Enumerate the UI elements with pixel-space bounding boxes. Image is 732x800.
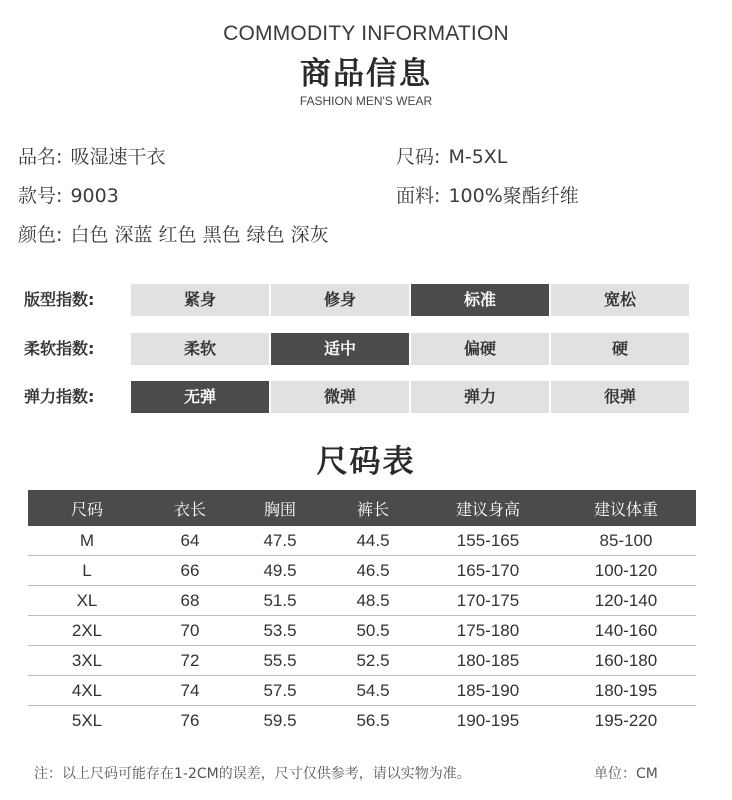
- table-cell: 120-140: [556, 586, 696, 616]
- info-fabric: [396, 181, 579, 208]
- table-row: [28, 616, 696, 646]
- fit-option: 修身: [271, 284, 409, 316]
- elasticity-option: 弹力: [411, 381, 549, 413]
- table-row: [28, 556, 696, 586]
- table-cell: 64: [146, 526, 234, 556]
- table-cell: 180-195: [556, 676, 696, 706]
- info-name: [18, 142, 165, 169]
- header-title-cn: 商品信息: [300, 56, 432, 92]
- elasticity-option: 微弹: [271, 381, 409, 413]
- softness-option: 适中: [271, 333, 409, 365]
- table-row: [28, 706, 696, 736]
- table-cell: 46.5: [326, 556, 420, 586]
- elasticity-option: 无弹: [131, 381, 269, 413]
- table-cell: 70: [146, 616, 234, 646]
- table-cell: 160-180: [556, 646, 696, 676]
- table-cell: 4XL: [28, 676, 146, 706]
- table-row: [28, 526, 696, 556]
- table-cell: XL: [28, 586, 146, 616]
- info-colors: [18, 220, 329, 247]
- table-cell: 100-120: [556, 556, 696, 586]
- table-cell: 3XL: [28, 646, 146, 676]
- table-cell: 155-165: [420, 526, 556, 556]
- column-header: 建议体重: [556, 490, 696, 526]
- table-cell: 170-175: [420, 586, 556, 616]
- footer-unit: 单位：CM: [594, 766, 658, 782]
- fit-index-label: 版型指数:: [24, 290, 95, 309]
- info-style-no: [18, 181, 119, 208]
- size-table-header: [28, 490, 696, 526]
- table-row: [28, 586, 696, 616]
- elasticity-option: 很弹: [551, 381, 689, 413]
- footer-note: 注：以上尺码可能存在1-2CM的误差，尺寸仅供参考，请以实物为准。: [34, 766, 471, 782]
- header-title-en: COMMODITY INFORMATION: [223, 22, 509, 45]
- table-cell: 72: [146, 646, 234, 676]
- table-cell: L: [28, 556, 146, 586]
- table-cell: 59.5: [263, 710, 297, 730]
- table-row: [28, 646, 696, 676]
- table-cell: 44.5: [326, 526, 420, 556]
- table-cell: 66: [146, 556, 234, 586]
- info-size-label: 尺码:: [396, 146, 441, 168]
- info-colors-label: 颜色:: [18, 224, 63, 246]
- info-name-label: 品名:: [18, 146, 63, 168]
- softness-option: 柔软: [131, 333, 269, 365]
- table-cell: 53.5: [234, 616, 326, 646]
- table-cell: 175-180: [420, 616, 556, 646]
- fit-option: 紧身: [131, 284, 269, 316]
- info-fabric-label: 面料:: [396, 185, 441, 207]
- table-cell: 49.5: [234, 556, 326, 586]
- info-fabric-value: 100%聚酯纤维: [448, 185, 579, 207]
- table-cell: 195-220: [594, 710, 658, 730]
- fit-option: 宽松: [551, 284, 689, 316]
- column-header: 裤长: [326, 490, 420, 526]
- info-colors-value: 白色 深蓝 红色 黑色 绿色 深灰: [70, 224, 329, 246]
- column-header: 建议身高: [420, 490, 556, 526]
- column-header: 胸围: [234, 490, 326, 526]
- softness-option: 偏硬: [411, 333, 549, 365]
- size-chart-title: 尺码表: [316, 444, 416, 480]
- table-cell: 57.5: [234, 676, 326, 706]
- info-style-no-value: 9003: [70, 185, 119, 207]
- info-size-value: M-5XL: [448, 146, 508, 168]
- table-cell: 76: [180, 710, 200, 730]
- softness-index-label: 柔软指数:: [24, 339, 95, 358]
- column-header: 尺码: [28, 490, 146, 526]
- info-name-value: 吸湿速干衣: [70, 146, 166, 168]
- table-cell: 47.5: [234, 526, 326, 556]
- table-cell: 2XL: [28, 616, 146, 646]
- elasticity-index-label: 弹力指数:: [24, 387, 95, 406]
- table-cell: 190-195: [456, 710, 520, 730]
- fit-option: 标准: [411, 284, 549, 316]
- table-cell: 165-170: [420, 556, 556, 586]
- table-cell: 50.5: [326, 616, 420, 646]
- table-cell: 5XL: [71, 710, 103, 730]
- table-cell: 52.5: [326, 646, 420, 676]
- column-header: 衣长: [146, 490, 234, 526]
- table-row: [28, 676, 696, 706]
- table-cell: 51.5: [234, 586, 326, 616]
- table-cell: 54.5: [326, 676, 420, 706]
- table-cell: 85-100: [556, 526, 696, 556]
- info-size: [396, 142, 507, 169]
- header-subtitle: FASHION MEN'S WEAR: [299, 94, 433, 108]
- table-cell: 185-190: [420, 676, 556, 706]
- table-cell: 180-185: [420, 646, 556, 676]
- table-cell: M: [28, 526, 146, 556]
- info-style-no-label: 款号:: [18, 185, 63, 207]
- size-table: [28, 490, 696, 735]
- softness-option: 硬: [551, 333, 689, 365]
- table-cell: 74: [146, 676, 234, 706]
- table-cell: 55.5: [234, 646, 326, 676]
- table-cell: 68: [146, 586, 234, 616]
- table-cell: 140-160: [556, 616, 696, 646]
- table-cell: 56.5: [356, 710, 390, 730]
- table-cell: 48.5: [326, 586, 420, 616]
